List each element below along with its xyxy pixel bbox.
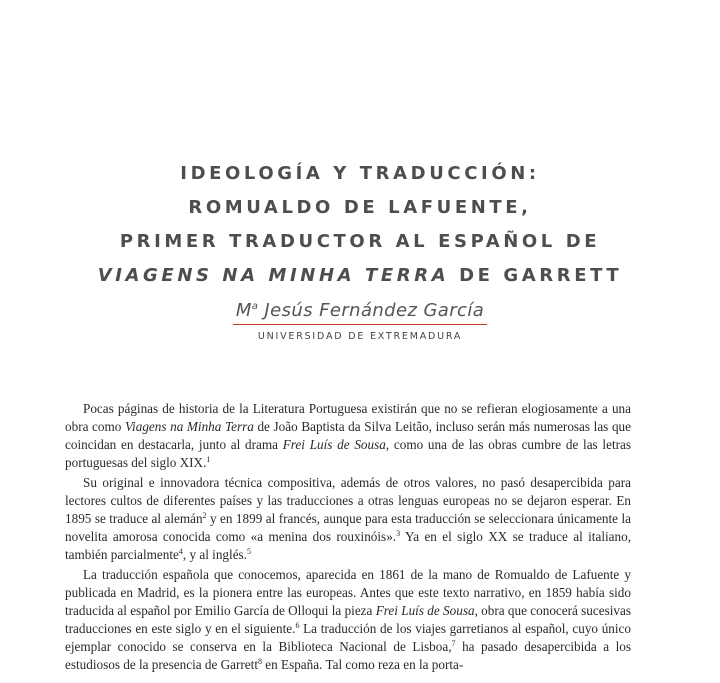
footnote-ref-2[interactable]: 2: [202, 511, 207, 520]
p3-text-a: La traducción española que conocemos, aparecida en 1861 de la mano de Romualdo de Lafuente y publicada en Madrid, es la pionera entre las europeas. Antes que este texto narrativo, en 1859 había sido traducida al español por Emilio García de Olloqui la pieza: [65, 567, 631, 618]
title-line-1: IDEOLOGÍA Y TRADUCCIÓN:: [180, 163, 540, 184]
p3-italic-title: Frei Luís de Sousa: [375, 603, 475, 618]
p2-text-b: y en 1899 al francés, aunque para esta traducción se seleccionara únicamente la novelita amorosa conocida como «a menina dos rouxinóis».: [65, 511, 631, 544]
title-line-4-rest: DE GARRETT: [449, 265, 623, 286]
p1-text-e: , como una de las obras cumbre de las letras portuguesas del siglo XIX.: [65, 437, 631, 470]
p3-text-d: La traducción de los viajes garretianos al español, cuyo único ejemplar conocido se conserva en la Biblioteca Nacional de Lisboa,: [65, 621, 632, 654]
footnote-ref-1[interactable]: 1: [206, 455, 211, 464]
article-body: [65, 400, 631, 674]
footnote-ref-7[interactable]: 7: [451, 639, 456, 648]
p2-text-c: Ya en el siglo XX se traduce al italiano, también parcialmente: [65, 529, 631, 562]
title-work-italic: VIAGENS NA MINHA TERRA: [97, 265, 450, 286]
p3-text-c: , obra que conocerá sucesivas traducciones en este siglo y en el siguiente.: [65, 603, 631, 636]
author-name: [233, 296, 487, 325]
p3-text-e: ha pasado desapercibida a los estudiosos de la presencia de Garrett: [65, 639, 632, 672]
author-prefix: M: [235, 300, 252, 321]
p2-text-d: , y al inglés.: [182, 547, 247, 562]
footnote-ref-8[interactable]: 8: [257, 657, 262, 666]
paragraph-3: [65, 566, 631, 674]
p1-text-c: de João Baptista da Silva Leitão, incluso serán más numerosas las que coincidan en destacarla, junto al drama: [65, 419, 631, 452]
footnote-ref-6[interactable]: 6: [295, 621, 300, 630]
footnote-ref-4[interactable]: 4: [178, 547, 183, 556]
article-title: [0, 157, 720, 293]
paragraph-1: [65, 400, 631, 472]
author-affiliation: UNIVERSIDAD DE EXTREMADURA: [257, 331, 463, 342]
footnote-ref-3[interactable]: 3: [396, 529, 401, 538]
p1-italic-title: Viagens na Minha Terra: [124, 419, 254, 434]
p1-text-a: Pocas páginas de historia de la Literatura Portuguesa existirán que no se refieran elogiosamente a una obra como: [65, 401, 631, 434]
author-block: [0, 296, 720, 342]
p2-text-a: Su original e innovadora técnica compositiva, además de otros valores, no pasó desapercibida para lectores cultos de diferentes países y las traducciones a otras lenguas europeas no se dejaron esperar. En 1895 se traduce al alemán: [65, 475, 631, 526]
author-prefix-sup: a: [251, 301, 259, 312]
author-fullname: Jesús Fernández García: [258, 300, 485, 321]
title-line-4: [0, 259, 720, 293]
p1-italic-drama: Frei Luís de Sousa: [282, 437, 386, 452]
p3-text-f: en España. Tal como reza en la porta-: [261, 657, 464, 672]
footnote-ref-5[interactable]: 5: [246, 547, 251, 556]
title-line-3: PRIMER TRADUCTOR AL ESPAÑOL DE: [119, 231, 601, 252]
title-line-2: ROMUALDO DE LAFUENTE,: [188, 197, 532, 218]
paragraph-2: [65, 474, 631, 564]
